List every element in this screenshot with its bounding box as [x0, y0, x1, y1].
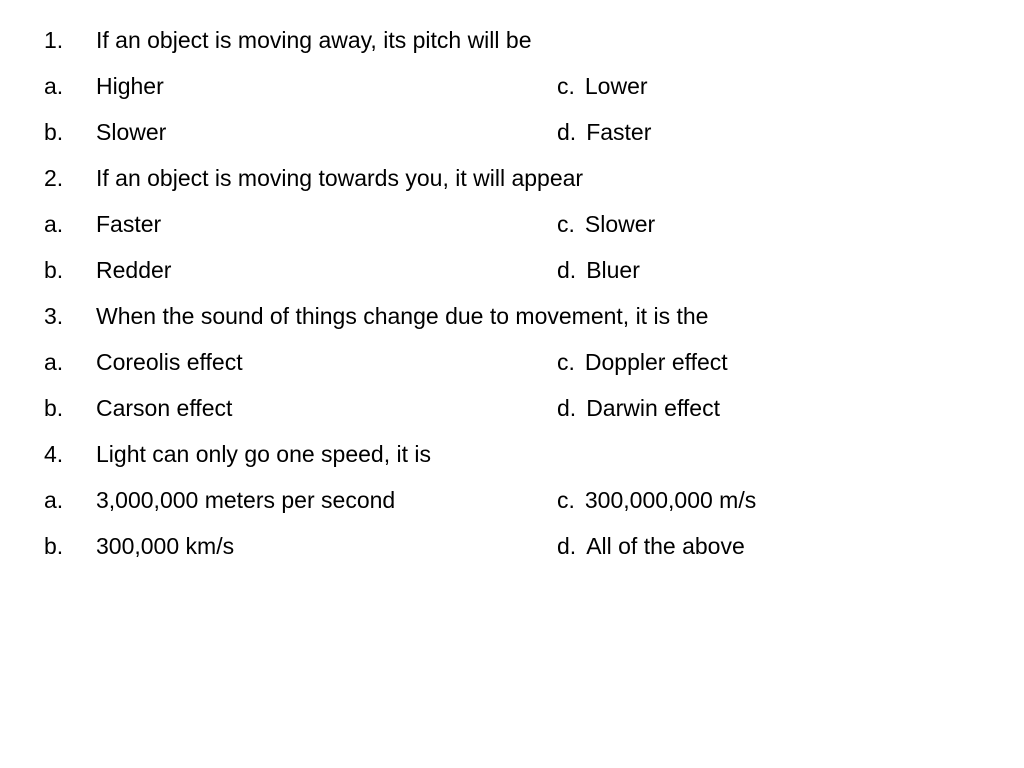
option-right [557, 63, 648, 109]
option-text: Higher [96, 73, 164, 99]
option-marker: d. [557, 533, 577, 559]
question-text: When the sound of things change due to movement, it is the [96, 303, 709, 329]
option-marker: d. [557, 395, 577, 421]
option-text: Coreolis effect [96, 349, 243, 375]
answer-row [0, 247, 1024, 293]
answer-row [0, 63, 1024, 109]
option-marker: c. [557, 73, 575, 99]
answer-row [0, 477, 1024, 523]
option-text: Redder [96, 257, 172, 283]
option-text: All of the above [586, 533, 745, 559]
option-text: Darwin effect [586, 395, 720, 421]
question-number: 3. [44, 303, 64, 329]
answer-row [0, 109, 1024, 155]
answer-row [0, 385, 1024, 431]
option-marker: a. [44, 211, 64, 237]
option-marker: b. [44, 119, 64, 145]
answer-row [0, 339, 1024, 385]
question-text: If an object is moving away, its pitch will be [96, 27, 532, 53]
question-text: If an object is moving towards you, it will appear [96, 165, 584, 191]
option-right [557, 201, 655, 247]
option-text: Slower [584, 211, 656, 237]
option-text: Doppler effect [584, 349, 728, 375]
question-1 [0, 17, 1024, 63]
option-marker: b. [44, 533, 64, 559]
option-text: 300,000 km/s [96, 533, 235, 559]
option-text: Faster [586, 119, 652, 145]
option-text: Faster [96, 211, 162, 237]
option-text: Lower [584, 73, 648, 99]
question-4 [0, 431, 1024, 477]
option-marker: c. [557, 211, 575, 237]
option-text: Bluer [586, 257, 640, 283]
option-right [557, 523, 745, 569]
option-right [557, 339, 728, 385]
question-2 [0, 155, 1024, 201]
question-3 [0, 293, 1024, 339]
option-marker: c. [557, 487, 575, 513]
question-number: 4. [44, 441, 64, 467]
option-text: Carson effect [96, 395, 233, 421]
option-marker: a. [44, 73, 64, 99]
question-number: 2. [44, 165, 64, 191]
option-marker: c. [557, 349, 575, 375]
option-marker: b. [44, 257, 64, 283]
option-marker: d. [557, 119, 577, 145]
option-right [557, 385, 720, 431]
answer-row [0, 523, 1024, 569]
option-marker: d. [557, 257, 577, 283]
option-right [557, 477, 756, 523]
answer-row [0, 201, 1024, 247]
question-number: 1. [44, 27, 64, 53]
option-marker: b. [44, 395, 64, 421]
option-text: 300,000,000 m/s [584, 487, 757, 513]
option-right [557, 109, 651, 155]
option-text: Slower [96, 119, 167, 145]
option-text: 3,000,000 meters per second [96, 487, 396, 513]
option-marker: a. [44, 349, 64, 375]
option-marker: a. [44, 487, 64, 513]
option-right [557, 247, 640, 293]
question-text: Light can only go one speed, it is [96, 441, 432, 467]
